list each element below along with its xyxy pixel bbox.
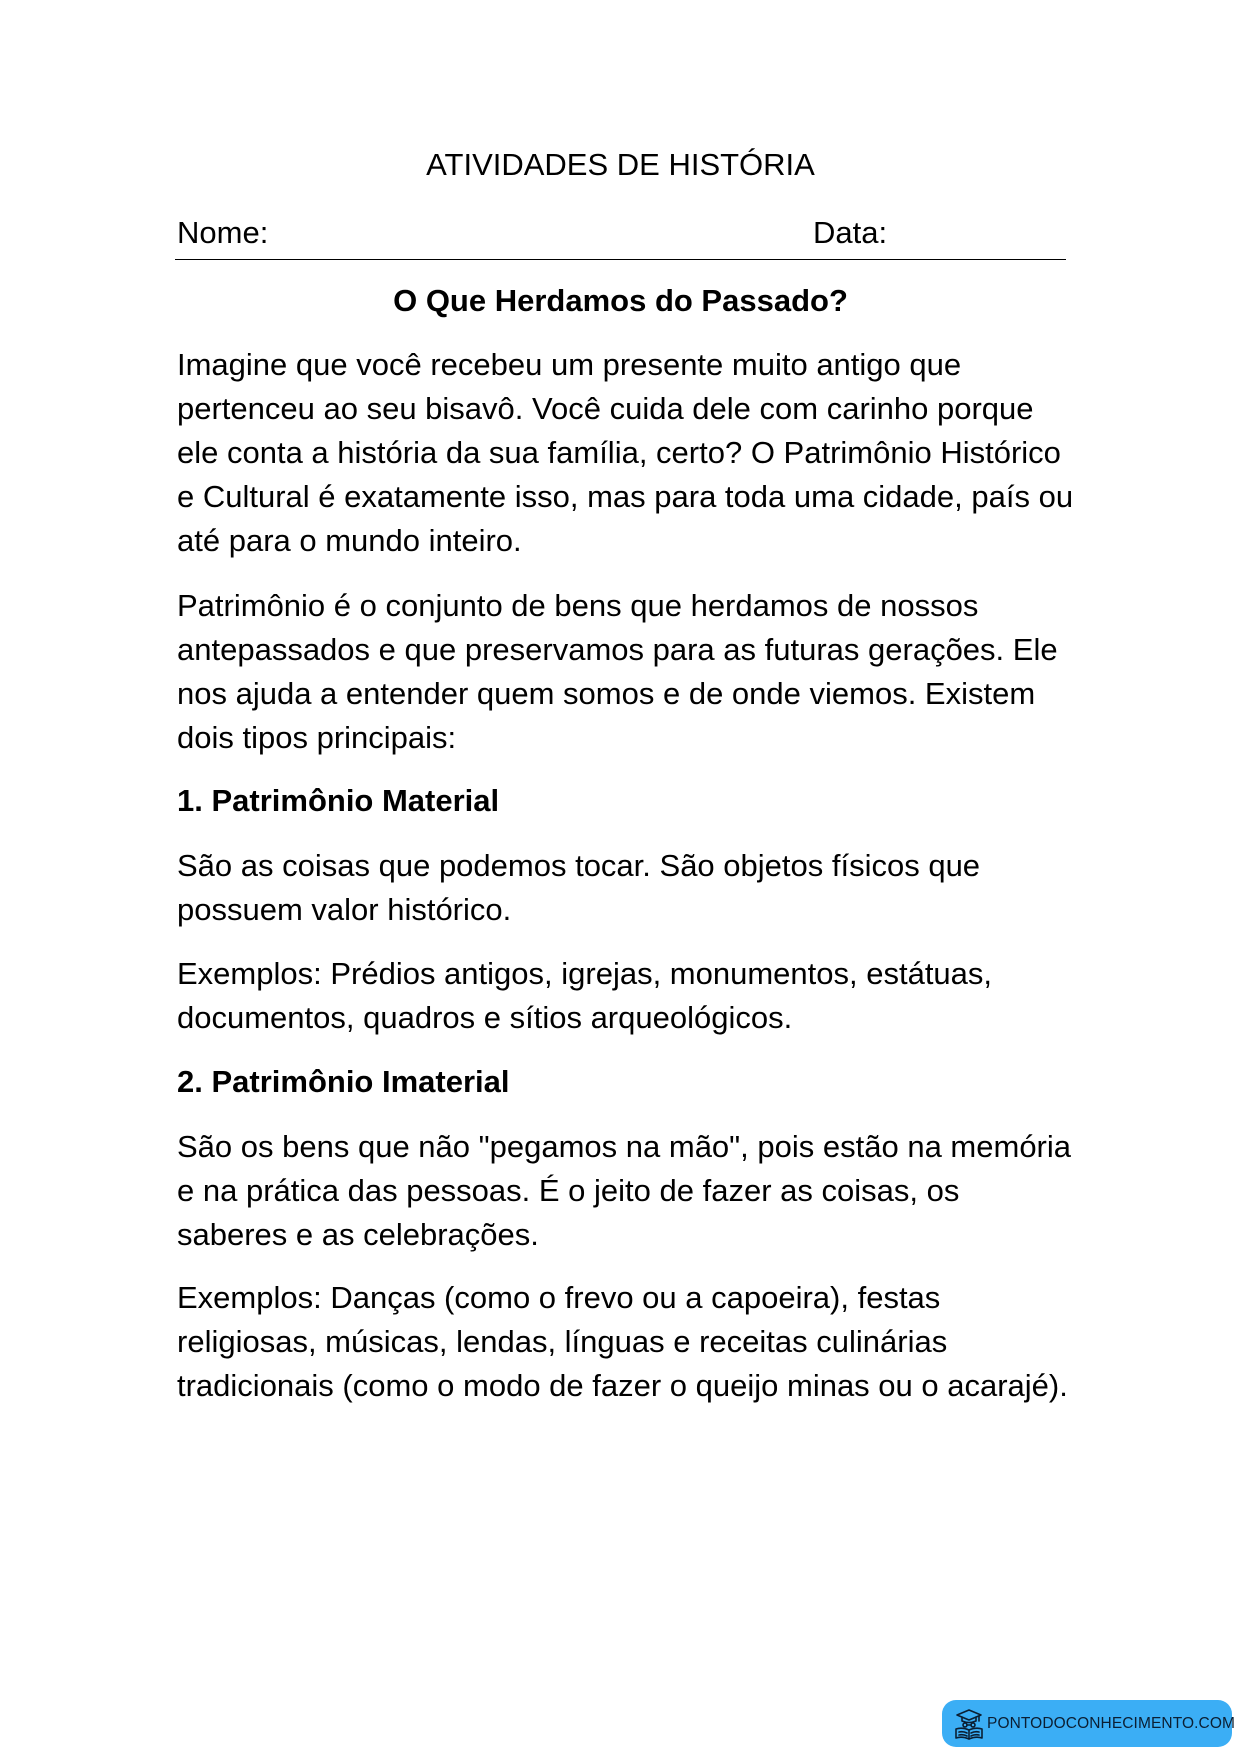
definition-paragraph: Patrimônio é o conjunto de bens que herdamos de nossos antepassados e que preservamos para as futuras gerações. Ele nos ajuda a entender quem somos e de onde viemos. Existem dois tipos principais: [177, 588, 1058, 755]
material-description: São as coisas que podemos tocar. São objetos físicos que possuem valor histórico. [177, 848, 981, 927]
imaterial-description: São os bens que não "pegamos na mão", pois estão na memória e na prática das pessoas. É o jeito de fazer as coisas, os saberes e as celebrações. [177, 1129, 1072, 1252]
site-badge-link[interactable] [942, 1700, 1236, 1747]
student-info-row [175, 213, 1066, 260]
document-title: ATIVIDADES DE HISTÓRIA [426, 147, 815, 182]
material-examples: Exemplos: Prédios antigos, igrejas, monumentos, estátuas, documentos, quadros e sítios arqueológicos. [177, 956, 993, 1035]
date-label: Data: [813, 215, 888, 250]
intro-paragraph: Imagine que você recebeu um presente muito antigo que pertenceu ao seu bisavô. Você cuida dele com carinho porque ele conta a história da sua família, certo? O Patrimônio Histórico e Cultural é exatamente isso, mas para toda uma cidade, país ou até para o mundo inteiro. [177, 347, 1074, 558]
site-badge-label: PONTODOCONHECIMENTO.COM [987, 1714, 1236, 1732]
section-heading-imaterial: 2. Patrimônio Imaterial [177, 1064, 510, 1099]
worksheet-subtitle: O Que Herdamos do Passado? [393, 283, 848, 318]
graduation-cap-book-icon [954, 1708, 984, 1740]
name-label: Nome: [177, 215, 269, 250]
section-heading-material: 1. Patrimônio Material [177, 783, 500, 818]
imaterial-examples: Exemplos: Danças (como o frevo ou a capoeira), festas religiosas, músicas, lendas, línguas e receitas culinárias tradicionais (como o modo de fazer o queijo minas ou o acarajé). [177, 1280, 1068, 1403]
